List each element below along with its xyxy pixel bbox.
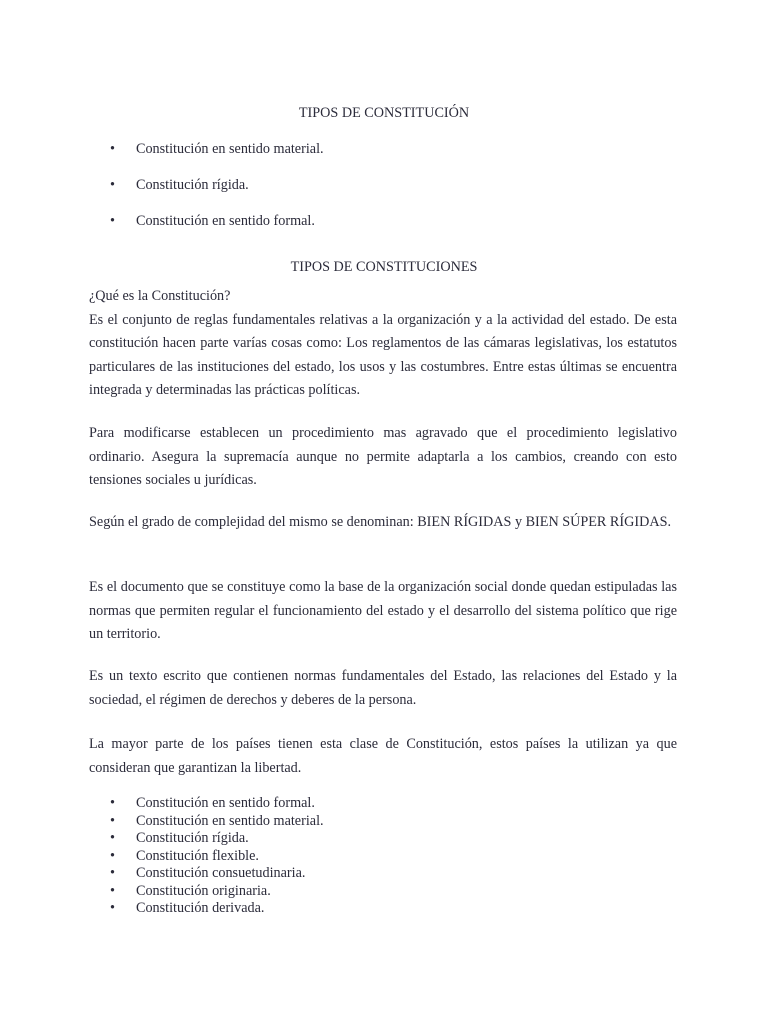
- paragraph: Para modificarse establecen un procedimiento mas agravado que el procedimiento legislativo ordinario. Asegura la supremacía aunque no permite adaptarla a los cambios, creando con esto tensiones sociales u jurídicas.: [89, 425, 677, 488]
- paragraph-block: [89, 511, 677, 535]
- list-item: • Constitución flexible.: [108, 848, 324, 866]
- paragraph-block: [89, 576, 677, 647]
- list-item: • Constitución en sentido material.: [108, 813, 324, 831]
- heading-tipos-de-constituciones: TIPOS DE CONSTITUCIONES: [290, 259, 478, 275]
- list-item: • Constitución consuetudinaria.: [108, 865, 324, 883]
- intro-block: [89, 285, 677, 403]
- paragraph: Es un texto escrito que contienen normas fundamentales del Estado, las relaciones del Estado y la sociedad, el régimen de derechos y deberes de la persona.: [89, 668, 677, 708]
- bullet-list-intro: [108, 138, 324, 246]
- paragraph: Es el documento que se constituye como la base de la organización social donde quedan estipuladas las normas que permiten regular el funcionamiento del estado y el desarrollo del sistema político que rige un territorio.: [89, 579, 677, 642]
- heading-tipos-de-constitucion: TIPOS DE CONSTITUCIÓN: [298, 105, 470, 121]
- list-item: • Constitución en sentido material.: [108, 138, 324, 162]
- list-item: • Constitución derivada.: [108, 900, 324, 918]
- paragraph: La mayor parte de los países tienen esta clase de Constitución, estos países la utilizan ya que consideran que garantizan la libertad.: [89, 736, 677, 776]
- list-item: • Constitución originaria.: [108, 883, 324, 901]
- list-item: • Constitución en sentido formal.: [108, 795, 324, 813]
- bullet-list-types: [108, 795, 324, 918]
- list-item: • Constitución rígida.: [108, 174, 324, 198]
- paragraph-block: [89, 665, 677, 712]
- paragraph: Es el conjunto de reglas fundamentales relativas a la organización y a la actividad del estado. De esta constitución hacen parte varías cosas como: Los reglamentos de las cámaras legislativas, los estatutos particulares de las instituciones del estado, los usos y las costumbres. Entre estas últimas se encuentra integrada y determinadas las prácticas políticas.: [89, 311, 677, 398]
- question-text: ¿Qué es la Constitución?: [89, 288, 231, 304]
- paragraph-block: [89, 422, 677, 493]
- paragraph: Según el grado de complejidad del mismo se denominan: BIEN RÍGIDAS y BIEN SÚPER RÍGIDAS.: [89, 514, 672, 530]
- list-item: • Constitución rígida.: [108, 830, 324, 848]
- paragraph-block: [89, 733, 677, 780]
- list-item: • Constitución en sentido formal.: [108, 210, 324, 234]
